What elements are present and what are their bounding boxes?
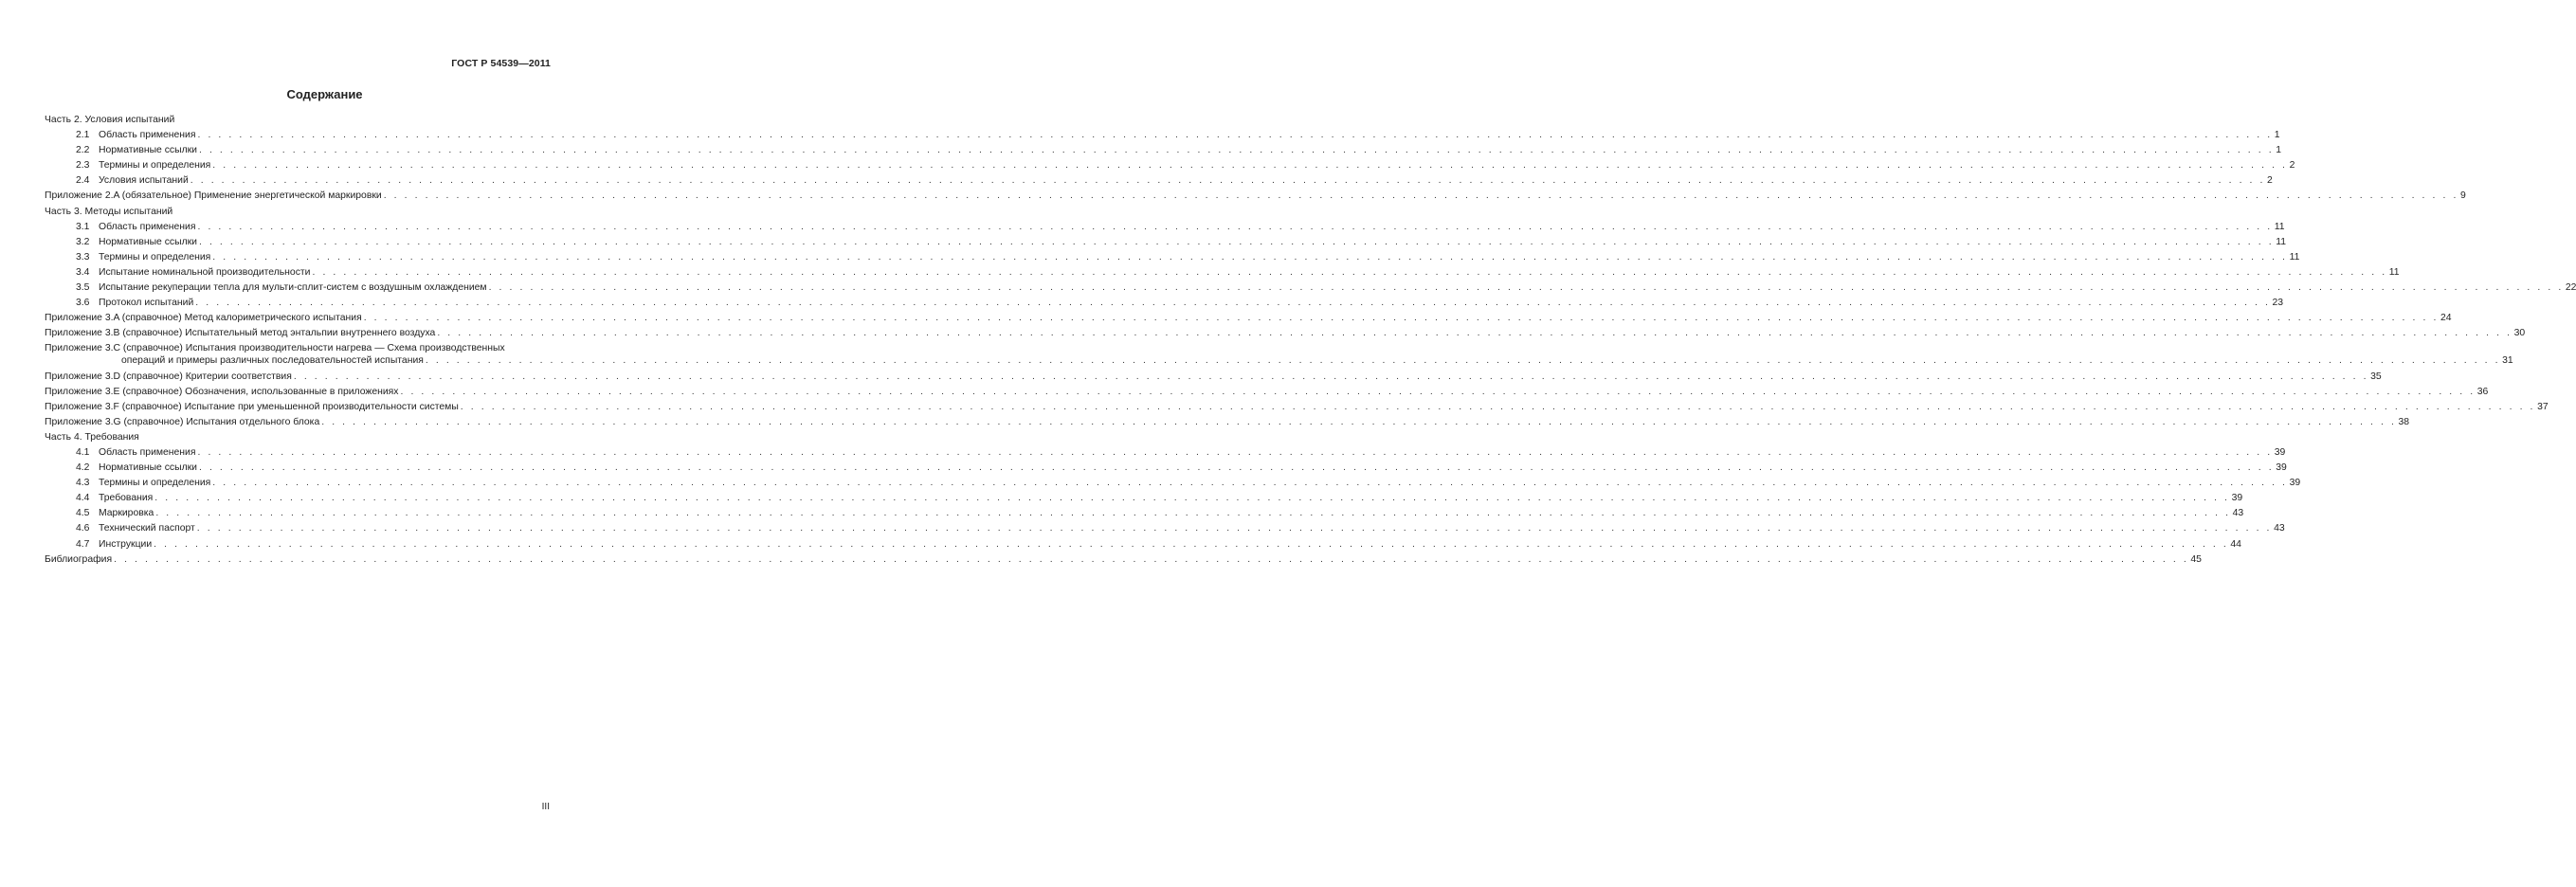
toc-entry-number: 4.6	[76, 523, 90, 534]
toc-page-number: 11	[2276, 236, 2287, 247]
toc-entry	[45, 342, 2513, 367]
toc-page-number: 2	[2267, 175, 2273, 187]
toc-leader-dots: . . . . . . . . . . . . . . . . . . . . . . . . . . . . . . . . . . . . . . . . . . . . . . . . . . . . . . . . . . . . . . . . . . . . . . . . . . . . . . . . . . . . . . . . . . . . . . . . . . . . . . . . . . . . . . . . . . . . . . . . . . . . . . . . . . . . . . . . . . . . . . . . . . . . . . . . . . . . . . . . . . . . . . . . . . . . . . . . . . . . . . . . . . . . . . . . . . . . . . . .	[197, 130, 2273, 141]
toc-entry-text: Приложение 3.B (справочное) Испытательный метод энтальпии внутреннего воздуха	[45, 328, 436, 339]
toc-page-number: 1	[2276, 145, 2282, 156]
toc-entry-text: Область применения	[99, 130, 196, 141]
toc-leader-dots: . . . . . . . . . . . . . . . . . . . . . . . . . . . . . . . . . . . . . . . . . . . . . . . . . . . . . . . . . . . . . . . . . . . . . . . . . . . . . . . . . . . . . . . . . . . . . . . . . . . . . . . . . . . . . . . . . . . . . . . . . . . . . . . . . . . . . . . . . . . . . . . . . . . . . . . . . . . . . . . . . . . . . . . . . . . . . . . . . . . . . . . . . . . . . . . . . . . . . . . .	[197, 446, 2273, 458]
toc-leader-dots: . . . . . . . . . . . . . . . . . . . . . . . . . . . . . . . . . . . . . . . . . . . . . . . . . . . . . . . . . . . . . . . . . . . . . . . . . . . . . . . . . . . . . . . . . . . . . . . . . . . . . . . . . . . . . . . . . . . . . . . . . . . . . . . . . . . . . . . . . . . . . . . . . . . . . . . . . . . . . . . . . . . . . . . . . . . . . . . . . . . . . . . . . . . . . . . . . . . . . . . .	[114, 553, 2189, 565]
toc-page-number: 30	[2513, 328, 2526, 339]
toc-page-number: 23	[2272, 298, 2284, 309]
toc-heading-text: Часть 4. Требования	[45, 431, 139, 443]
toc-entry	[45, 327, 2526, 339]
toc-entry-number: 4.4	[76, 493, 90, 504]
toc-entry-text: Приложение 3.A (справочное) Метод калориметрического испытания	[45, 313, 362, 324]
toc-entry	[45, 174, 2273, 187]
toc-entry-number: 4.1	[76, 446, 90, 458]
toc-entry-text: Термины и определения	[99, 160, 211, 172]
toc-entry	[45, 221, 2285, 233]
toc-entry-number: 4.2	[76, 462, 90, 474]
toc-entry-text: Нормативные ссылки	[99, 145, 197, 156]
toc-page-number: 43	[2232, 508, 2244, 519]
toc-page-number: 37	[2537, 401, 2549, 412]
toc-entry	[45, 538, 2241, 551]
toc-entry-text: Приложение 3.D (справочное) Критерии соответствия	[45, 371, 292, 382]
toc-page-number: 11	[2289, 251, 2300, 262]
toc-entry-text: Условия испытаний	[99, 175, 189, 187]
toc-page-number: 44	[2230, 538, 2241, 550]
toc-entry-text: Маркировка	[99, 508, 154, 519]
toc-entry-text: Инструкции	[99, 538, 153, 550]
toc-page-number: 9	[2459, 190, 2466, 202]
toc-leader-dots: . . . . . . . . . . . . . . . . . . . . . . . . . . . . . . . . . . . . . . . . . . . . . . . . . . . . . . . . . . . . . . . . . . . . . . . . . . . . . . . . . . . . . . . . . . . . . . . . . . . . . . . . . . . . . . . . . . . . . . . . . . . . . . . . . . . . . . . . . . . . . . . . . . . . . . . . . . . . . . . . . . . . . . . . . . . . . . . . . . . . . . . . . . . . . . . . . . . . . . . .	[196, 523, 2273, 534]
toc-page-number: 39	[2289, 478, 2301, 489]
toc-entry-text: (справочное) Испытания производительности нагрева — Схема производственных	[122, 343, 505, 354]
toc-leader-dots: . . . . . . . . . . . . . . . . . . . . . . . . . . . . . . . . . . . . . . . . . . . . . . . . . . . . . . . . . . . . . . . . . . . . . . . . . . . . . . . . . . . . . . . . . . . . . . . . . . . . . . . . . . . . . . . . . . . . . . . . . . . . . . . . . . . . . . . . . . . . . . . . . . . . . . . . . . . . . . . . . . . . . . . . . . . . . . . . . . . . . . . . . . . . . . . . . . . . . . . .	[460, 401, 2536, 412]
toc-entry-number: 2.2	[76, 145, 90, 156]
toc-entry	[45, 159, 2295, 172]
toc-entry-text: Испытание номинальной производительности	[99, 266, 311, 278]
toc-entry-text: Испытание рекуперации тепла для мульти-сплит-систем с воздушным охлаждением	[99, 282, 487, 294]
toc-leader-dots: . . . . . . . . . . . . . . . . . . . . . . . . . . . . . . . . . . . . . . . . . . . . . . . . . . . . . . . . . . . . . . . . . . . . . . . . . . . . . . . . . . . . . . . . . . . . . . . . . . . . . . . . . . . . . . . . . . . . . . . . . . . . . . . . . . . . . . . . . . . . . . . . . . . . . . . . . . . . . . . . . . . . . . . . . . . . . . . . . . . . . . . . . . . . . . . . . . . . . . . .	[212, 251, 2288, 262]
toc-leader-dots: . . . . . . . . . . . . . . . . . . . . . . . . . . . . . . . . . . . . . . . . . . . . . . . . . . . . . . . . . . . . . . . . . . . . . . . . . . . . . . . . . . . . . . . . . . . . . . . . . . . . . . . . . . . . . . . . . . . . . . . . . . . . . . . . . . . . . . . . . . . . . . . . . . . . . . . . . . . . . . . . . . . . . . . . . . . . . . . . . . . . . . . . . . . . . . . . . . . . . . . .	[212, 160, 2288, 172]
toc-entry-number: 2.4	[76, 175, 90, 187]
toc-entry	[45, 553, 2202, 566]
toc-entry-text: Приложение 3.G (справочное) Испытания отдельного блока	[45, 416, 320, 427]
toc-leader-dots: . . . . . . . . . . . . . . . . . . . . . . . . . . . . . . . . . . . . . . . . . . . . . . . . . . . . . . . . . . . . . . . . . . . . . . . . . . . . . . . . . . . . . . . . . . . . . . . . . . . . . . . . . . . . . . . . . . . . . . . . . . . . . . . . . . . . . . . . . . . . . . . . . . . . . . . . . . . . . . . . . . . . . . . . . . . . . . . . . . . . . . . . . . . . . . . . . . . . . . . .	[212, 478, 2288, 489]
toc-entry	[45, 312, 2452, 324]
toc-leader-dots: . . . . . . . . . . . . . . . . . . . . . . . . . . . . . . . . . . . . . . . . . . . . . . . . . . . . . . . . . . . . . . . . . . . . . . . . . . . . . . . . . . . . . . . . . . . . . . . . . . . . . . . . . . . . . . . . . . . . . . . . . . . . . . . . . . . . . . . . . . . . . . . . . . . . . . . . . . . . . . . . . . . . . . . . . . . . . . . . . . . . . . . . . . . . . . . . . . . . . . . .	[321, 416, 2397, 427]
toc-leader-dots: . . . . . . . . . . . . . . . . . . . . . . . . . . . . . . . . . . . . . . . . . . . . . . . . . . . . . . . . . . . . . . . . . . . . . . . . . . . . . . . . . . . . . . . . . . . . . . . . . . . . . . . . . . . . . . . . . . . . . . . . . . . . . . . . . . . . . . . . . . . . . . . . . . . . . . . . . . . . . . . . . . . . . . . . . . . . . . . . . . . . . . . . . . . . . . . . . . . . . . . .	[488, 282, 2564, 294]
toc-entry	[45, 371, 2382, 383]
toc-entry	[45, 386, 2489, 398]
toc-leader-dots: . . . . . . . . . . . . . . . . . . . . . . . . . . . . . . . . . . . . . . . . . . . . . . . . . . . . . . . . . . . . . . . . . . . . . . . . . . . . . . . . . . . . . . . . . . . . . . . . . . . . . . . . . . . . . . . . . . . . . . . . . . . . . . . . . . . . . . . . . . . . . . . . . . . . . . . . . . . . . . . . . . . . . . . . . . . . . . . . . . . . . . . . . . . . . . . . . . . . . . . .	[293, 371, 2369, 382]
toc-entry	[45, 251, 2300, 263]
toc-leader-dots: . . . . . . . . . . . . . . . . . . . . . . . . . . . . . . . . . . . . . . . . . . . . . . . . . . . . . . . . . . . . . . . . . . . . . . . . . . . . . . . . . . . . . . . . . . . . . . . . . . . . . . . . . . . . . . . . . . . . . . . . . . . . . . . . . . . . . . . . . . . . . . . . . . . . . . . . . . . . . . . . . . . . . . . . . . . . . . . . . . . . . . . . . . . . . . . . . . . . . . . .	[198, 236, 2275, 247]
toc-entry	[45, 129, 2280, 141]
page-number: III	[541, 802, 550, 812]
toc-heading-text: Часть 2. Условия испытаний	[45, 115, 175, 125]
toc-entry-text: Приложение 3.E (справочное) Обозначения, использованные в приложениях	[45, 386, 399, 397]
document-code: ГОСТ Р 54539—2011	[451, 58, 551, 69]
toc-entry-text: Нормативные ссылки	[99, 236, 197, 247]
toc-entry-number: 3.6	[76, 298, 90, 309]
toc-entry	[45, 281, 2576, 294]
toc-leader-dots: . . . . . . . . . . . . . . . . . . . . . . . . . . . . . . . . . . . . . . . . . . . . . . . . . . . . . . . . . . . . . . . . . . . . . . . . . . . . . . . . . . . . . . . . . . . . . . . . . . . . . . . . . . . . . . . . . . . . . . . . . . . . . . . . . . . . . . . . . . . . . . . . . . . . . . . . . . . . . . . . . . . . . . . . . . . . . . . . . . . . . . . . . . . . . . . . . . . . . . . .	[155, 508, 2231, 519]
toc-entry	[45, 190, 2466, 202]
toc-entry-number: 4.7	[76, 538, 90, 550]
toc-page-number: 38	[2398, 416, 2410, 427]
toc-title: Содержание	[286, 87, 363, 101]
toc-page-number: 39	[2231, 493, 2243, 504]
toc-entry-text: Библиография	[45, 553, 113, 565]
toc-page-number: 31	[2502, 355, 2513, 367]
toc-entry-text: Протокол испытаний	[99, 298, 194, 309]
toc-annex-label: Приложение 3.C	[45, 343, 120, 354]
toc-entry-text: Приложение 2.A (обязательное) Применение энергетической маркировки	[45, 190, 382, 202]
toc-leader-dots: . . . . . . . . . . . . . . . . . . . . . . . . . . . . . . . . . . . . . . . . . . . . . . . . . . . . . . . . . . . . . . . . . . . . . . . . . . . . . . . . . . . . . . . . . . . . . . . . . . . . . . . . . . . . . . . . . . . . . . . . . . . . . . . . . . . . . . . . . . . . . . . . . . . . . . . . . . . . . . . . . . . . . . . . . . . . . . . . . . . . . . . . . . . . . . . . . . . . . . . .	[400, 386, 2476, 397]
toc-leader-dots: . . . . . . . . . . . . . . . . . . . . . . . . . . . . . . . . . . . . . . . . . . . . . . . . . . . . . . . . . . . . . . . . . . . . . . . . . . . . . . . . . . . . . . . . . . . . . . . . . . . . . . . . . . . . . . . . . . . . . . . . . . . . . . . . . . . . . . . . . . . . . . . . . . . . . . . . . . . . . . . . . . . . . . . . . . . . . . . . . . . . . . . . . . . . . . . . . . . . . . . .	[197, 221, 2273, 232]
toc-entry	[45, 492, 2243, 504]
toc-leader-dots: . . . . . . . . . . . . . . . . . . . . . . . . . . . . . . . . . . . . . . . . . . . . . . . . . . . . . . . . . . . . . . . . . . . . . . . . . . . . . . . . . . . . . . . . . . . . . . . . . . . . . . . . . . . . . . . . . . . . . . . . . . . . . . . . . . . . . . . . . . . . . . . . . . . . . . . . . . . . . . . . . . . . . . . . . . . . . . . . . . . . . . . . . . . . . . . . . . . . . . . .	[425, 355, 2501, 367]
toc-entry	[45, 266, 2400, 279]
toc-page-number: 45	[2190, 553, 2202, 565]
toc-heading-text: Часть 3. Методы испытаний	[45, 206, 173, 217]
toc-entry-text: Приложение 3.F (справочное) Испытание при уменьшенной производительности системы	[45, 401, 459, 412]
toc-entry-text: Область применения	[99, 221, 196, 232]
toc-page-number: 36	[2476, 386, 2489, 397]
toc-leader-dots: . . . . . . . . . . . . . . . . . . . . . . . . . . . . . . . . . . . . . . . . . . . . . . . . . . . . . . . . . . . . . . . . . . . . . . . . . . . . . . . . . . . . . . . . . . . . . . . . . . . . . . . . . . . . . . . . . . . . . . . . . . . . . . . . . . . . . . . . . . . . . . . . . . . . . . . . . . . . . . . . . . . . . . . . . . . . . . . . . . . . . . . . . . . . . . . . . . . . . . . .	[154, 493, 2230, 504]
toc-leader-dots: . . . . . . . . . . . . . . . . . . . . . . . . . . . . . . . . . . . . . . . . . . . . . . . . . . . . . . . . . . . . . . . . . . . . . . . . . . . . . . . . . . . . . . . . . . . . . . . . . . . . . . . . . . . . . . . . . . . . . . . . . . . . . . . . . . . . . . . . . . . . . . . . . . . . . . . . . . . . . . . . . . . . . . . . . . . . . . . . . . . . . . . . . . . . . . . . . . . . . . . .	[154, 538, 2229, 550]
toc-entry	[45, 477, 2301, 489]
toc-entry-number: 4.5	[76, 508, 90, 519]
toc-entry-number: 3.1	[76, 221, 90, 232]
toc-entry	[45, 416, 2410, 428]
toc-page-number: 39	[2274, 446, 2286, 458]
toc-entry	[45, 507, 2244, 519]
table-of-contents	[45, 114, 2576, 569]
toc-entry	[45, 144, 2282, 156]
toc-section-heading	[45, 114, 553, 126]
toc-entry-text: Область применения	[99, 446, 196, 458]
toc-entry-number: 3.3	[76, 251, 90, 262]
toc-leader-dots: . . . . . . . . . . . . . . . . . . . . . . . . . . . . . . . . . . . . . . . . . . . . . . . . . . . . . . . . . . . . . . . . . . . . . . . . . . . . . . . . . . . . . . . . . . . . . . . . . . . . . . . . . . . . . . . . . . . . . . . . . . . . . . . . . . . . . . . . . . . . . . . . . . . . . . . . . . . . . . . . . . . . . . . . . . . . . . . . . . . . . . . . . . . . . . . . . . . . . . . .	[195, 298, 2271, 309]
toc-entry-text-cont: операций и примеры различных последовательностей испытания	[121, 355, 424, 367]
toc-leader-dots: . . . . . . . . . . . . . . . . . . . . . . . . . . . . . . . . . . . . . . . . . . . . . . . . . . . . . . . . . . . . . . . . . . . . . . . . . . . . . . . . . . . . . . . . . . . . . . . . . . . . . . . . . . . . . . . . . . . . . . . . . . . . . . . . . . . . . . . . . . . . . . . . . . . . . . . . . . . . . . . . . . . . . . . . . . . . . . . . . . . . . . . . . . . . . . . . . . . . . . . .	[198, 462, 2275, 474]
toc-page-number: 22	[2565, 282, 2576, 294]
toc-leader-dots: . . . . . . . . . . . . . . . . . . . . . . . . . . . . . . . . . . . . . . . . . . . . . . . . . . . . . . . . . . . . . . . . . . . . . . . . . . . . . . . . . . . . . . . . . . . . . . . . . . . . . . . . . . . . . . . . . . . . . . . . . . . . . . . . . . . . . . . . . . . . . . . . . . . . . . . . . . . . . . . . . . . . . . . . . . . . . . . . . . . . . . . . . . . . . . . . . . . . . . . .	[437, 328, 2513, 339]
toc-leader-dots: . . . . . . . . . . . . . . . . . . . . . . . . . . . . . . . . . . . . . . . . . . . . . . . . . . . . . . . . . . . . . . . . . . . . . . . . . . . . . . . . . . . . . . . . . . . . . . . . . . . . . . . . . . . . . . . . . . . . . . . . . . . . . . . . . . . . . . . . . . . . . . . . . . . . . . . . . . . . . . . . . . . . . . . . . . . . . . . . . . . . . . . . . . . . . . . . . . . . . . . .	[198, 145, 2275, 156]
toc-page-number: 11	[2274, 221, 2285, 232]
toc-entry	[45, 522, 2285, 534]
toc-entry-number: 3.2	[76, 236, 90, 247]
toc-entry-text: Нормативные ссылки	[99, 462, 197, 474]
toc-page-number: 43	[2274, 523, 2285, 534]
toc-entry	[45, 236, 2287, 248]
toc-leader-dots: . . . . . . . . . . . . . . . . . . . . . . . . . . . . . . . . . . . . . . . . . . . . . . . . . . . . . . . . . . . . . . . . . . . . . . . . . . . . . . . . . . . . . . . . . . . . . . . . . . . . . . . . . . . . . . . . . . . . . . . . . . . . . . . . . . . . . . . . . . . . . . . . . . . . . . . . . . . . . . . . . . . . . . . . . . . . . . . . . . . . . . . . . . . . . . . . . . . . . . . .	[363, 313, 2439, 324]
toc-entry-text: Термины и определения	[99, 478, 211, 489]
toc-entry-number: 2.1	[76, 130, 90, 141]
toc-leader-dots: . . . . . . . . . . . . . . . . . . . . . . . . . . . . . . . . . . . . . . . . . . . . . . . . . . . . . . . . . . . . . . . . . . . . . . . . . . . . . . . . . . . . . . . . . . . . . . . . . . . . . . . . . . . . . . . . . . . . . . . . . . . . . . . . . . . . . . . . . . . . . . . . . . . . . . . . . . . . . . . . . . . . . . . . . . . . . . . . . . . . . . . . . . . . . . . . . . . . . . . .	[383, 190, 2458, 202]
toc-entry	[45, 297, 2284, 309]
toc-entry	[45, 462, 2287, 474]
toc-page-number: 1	[2274, 130, 2280, 141]
toc-entry-text: Технический паспорт	[99, 523, 195, 534]
toc-leader-dots: . . . . . . . . . . . . . . . . . . . . . . . . . . . . . . . . . . . . . . . . . . . . . . . . . . . . . . . . . . . . . . . . . . . . . . . . . . . . . . . . . . . . . . . . . . . . . . . . . . . . . . . . . . . . . . . . . . . . . . . . . . . . . . . . . . . . . . . . . . . . . . . . . . . . . . . . . . . . . . . . . . . . . . . . . . . . . . . . . . . . . . . . . . . . . . . . . . . . . . . .	[312, 266, 2387, 278]
toc-leader-dots: . . . . . . . . . . . . . . . . . . . . . . . . . . . . . . . . . . . . . . . . . . . . . . . . . . . . . . . . . . . . . . . . . . . . . . . . . . . . . . . . . . . . . . . . . . . . . . . . . . . . . . . . . . . . . . . . . . . . . . . . . . . . . . . . . . . . . . . . . . . . . . . . . . . . . . . . . . . . . . . . . . . . . . . . . . . . . . . . . . . . . . . . . . . . . . . . . . . . . . . .	[190, 175, 2266, 187]
toc-entry	[45, 401, 2549, 413]
toc-entry	[45, 446, 2286, 459]
toc-entry-text: Требования	[99, 493, 154, 504]
toc-page-number: 2	[2289, 160, 2295, 172]
toc-entry-number: 2.3	[76, 160, 90, 172]
toc-page-number: 35	[2370, 371, 2382, 382]
toc-entry-text: Термины и определения	[99, 251, 211, 262]
toc-page-number: 39	[2276, 462, 2287, 474]
toc-entry-number: 3.4	[76, 266, 90, 278]
toc-entry-number: 3.5	[76, 282, 90, 294]
toc-page-number: 24	[2440, 313, 2452, 324]
toc-page-number: 11	[2388, 266, 2400, 278]
toc-section-heading	[45, 206, 553, 218]
toc-entry-number: 4.3	[76, 478, 90, 489]
toc-section-heading	[45, 431, 553, 444]
